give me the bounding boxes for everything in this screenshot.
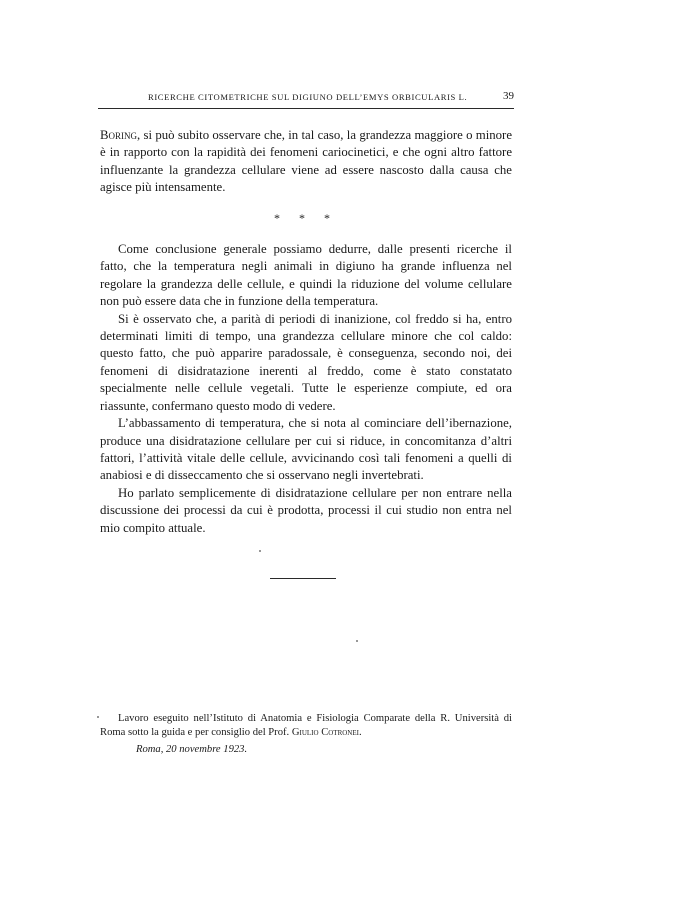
body-text — [100, 127, 512, 537]
page-number: 39 — [503, 90, 514, 102]
footnote-date: Roma, 20 novembre 1923. — [136, 744, 248, 755]
paragraph-1 — [100, 127, 512, 197]
paragraph-4: L’abbassamento di temperatura, che si nota al cominciare dell’ibernazione, produce una disidratazione cellulare per cui si riduce, in concomitanza d’altri fattori, l’attività vitale delle cellule, avvicinando così tali fenomeni a quelli di anabiosi e di disseccamento che si osservano negli invertebrati. — [100, 416, 512, 483]
speck — [97, 716, 99, 718]
footnote-end: . — [358, 727, 362, 738]
paragraph-1-text: , si può subito osservare che, in tal caso, la grandezza maggiore o minore è in rapporto con la rapidità dei fenomeni cariocinetici, e che ogni altro fattore influenzante la grandezza cellulare viene ad essere nascosto dalla causa che agisce più intensamente. — [100, 128, 512, 195]
paragraph-3: Si è osservato che, a parità di periodi di inanizione, col freddo si ha, entro determinati limiti di tempo, una grandezza cellulare minore che col caldo: questo fatto, che può apparire paradossale, è conseguenza, secondo noi, dei fenomeni di disidratazione inerenti al freddo, come è stato constatato specialmente nelle cellule vegetali. Tutte le esperienze compiute, ed ora riassunte, confermano questo modo di vedere. — [100, 311, 512, 413]
separator-rule — [270, 578, 336, 579]
professor-name: Giulio Cotronei — [291, 727, 359, 738]
speck — [259, 550, 261, 552]
speck — [356, 640, 358, 642]
author-name: Boring — [100, 128, 138, 142]
footnote-text — [100, 712, 512, 740]
paragraph-2: Come conclusione generale possiamo dedurre, dalle presenti ricerche il fatto, che la temperatura negli animali in digiuno ha grande influenza nel regolare la grandezza delle cellule, e quindi la riduzione del volume cellulare non può essere data che in funzione della temperatura. — [100, 242, 512, 309]
running-title: RICERCHE CITOMETRICHE SUL DIGIUNO DELL’EMYS ORBICULARIS L. — [148, 92, 468, 102]
header-rule — [98, 108, 514, 109]
running-header — [98, 92, 514, 106]
footnote — [100, 712, 512, 757]
paragraph-5: Ho parlato semplicemente di disidratazione cellulare per non entrare nella discussione dei processi da cui è prodotta, processi il cui studio non entra nel mio compito attuale. — [100, 485, 512, 535]
section-asterisks: * * * — [274, 210, 338, 225]
footnote-body: Lavoro eseguito nell’Istituto di Anatomia e Fisiologia Comparate della R. Università di Roma sotto la guida e per consiglio del Prof. — [100, 713, 512, 738]
